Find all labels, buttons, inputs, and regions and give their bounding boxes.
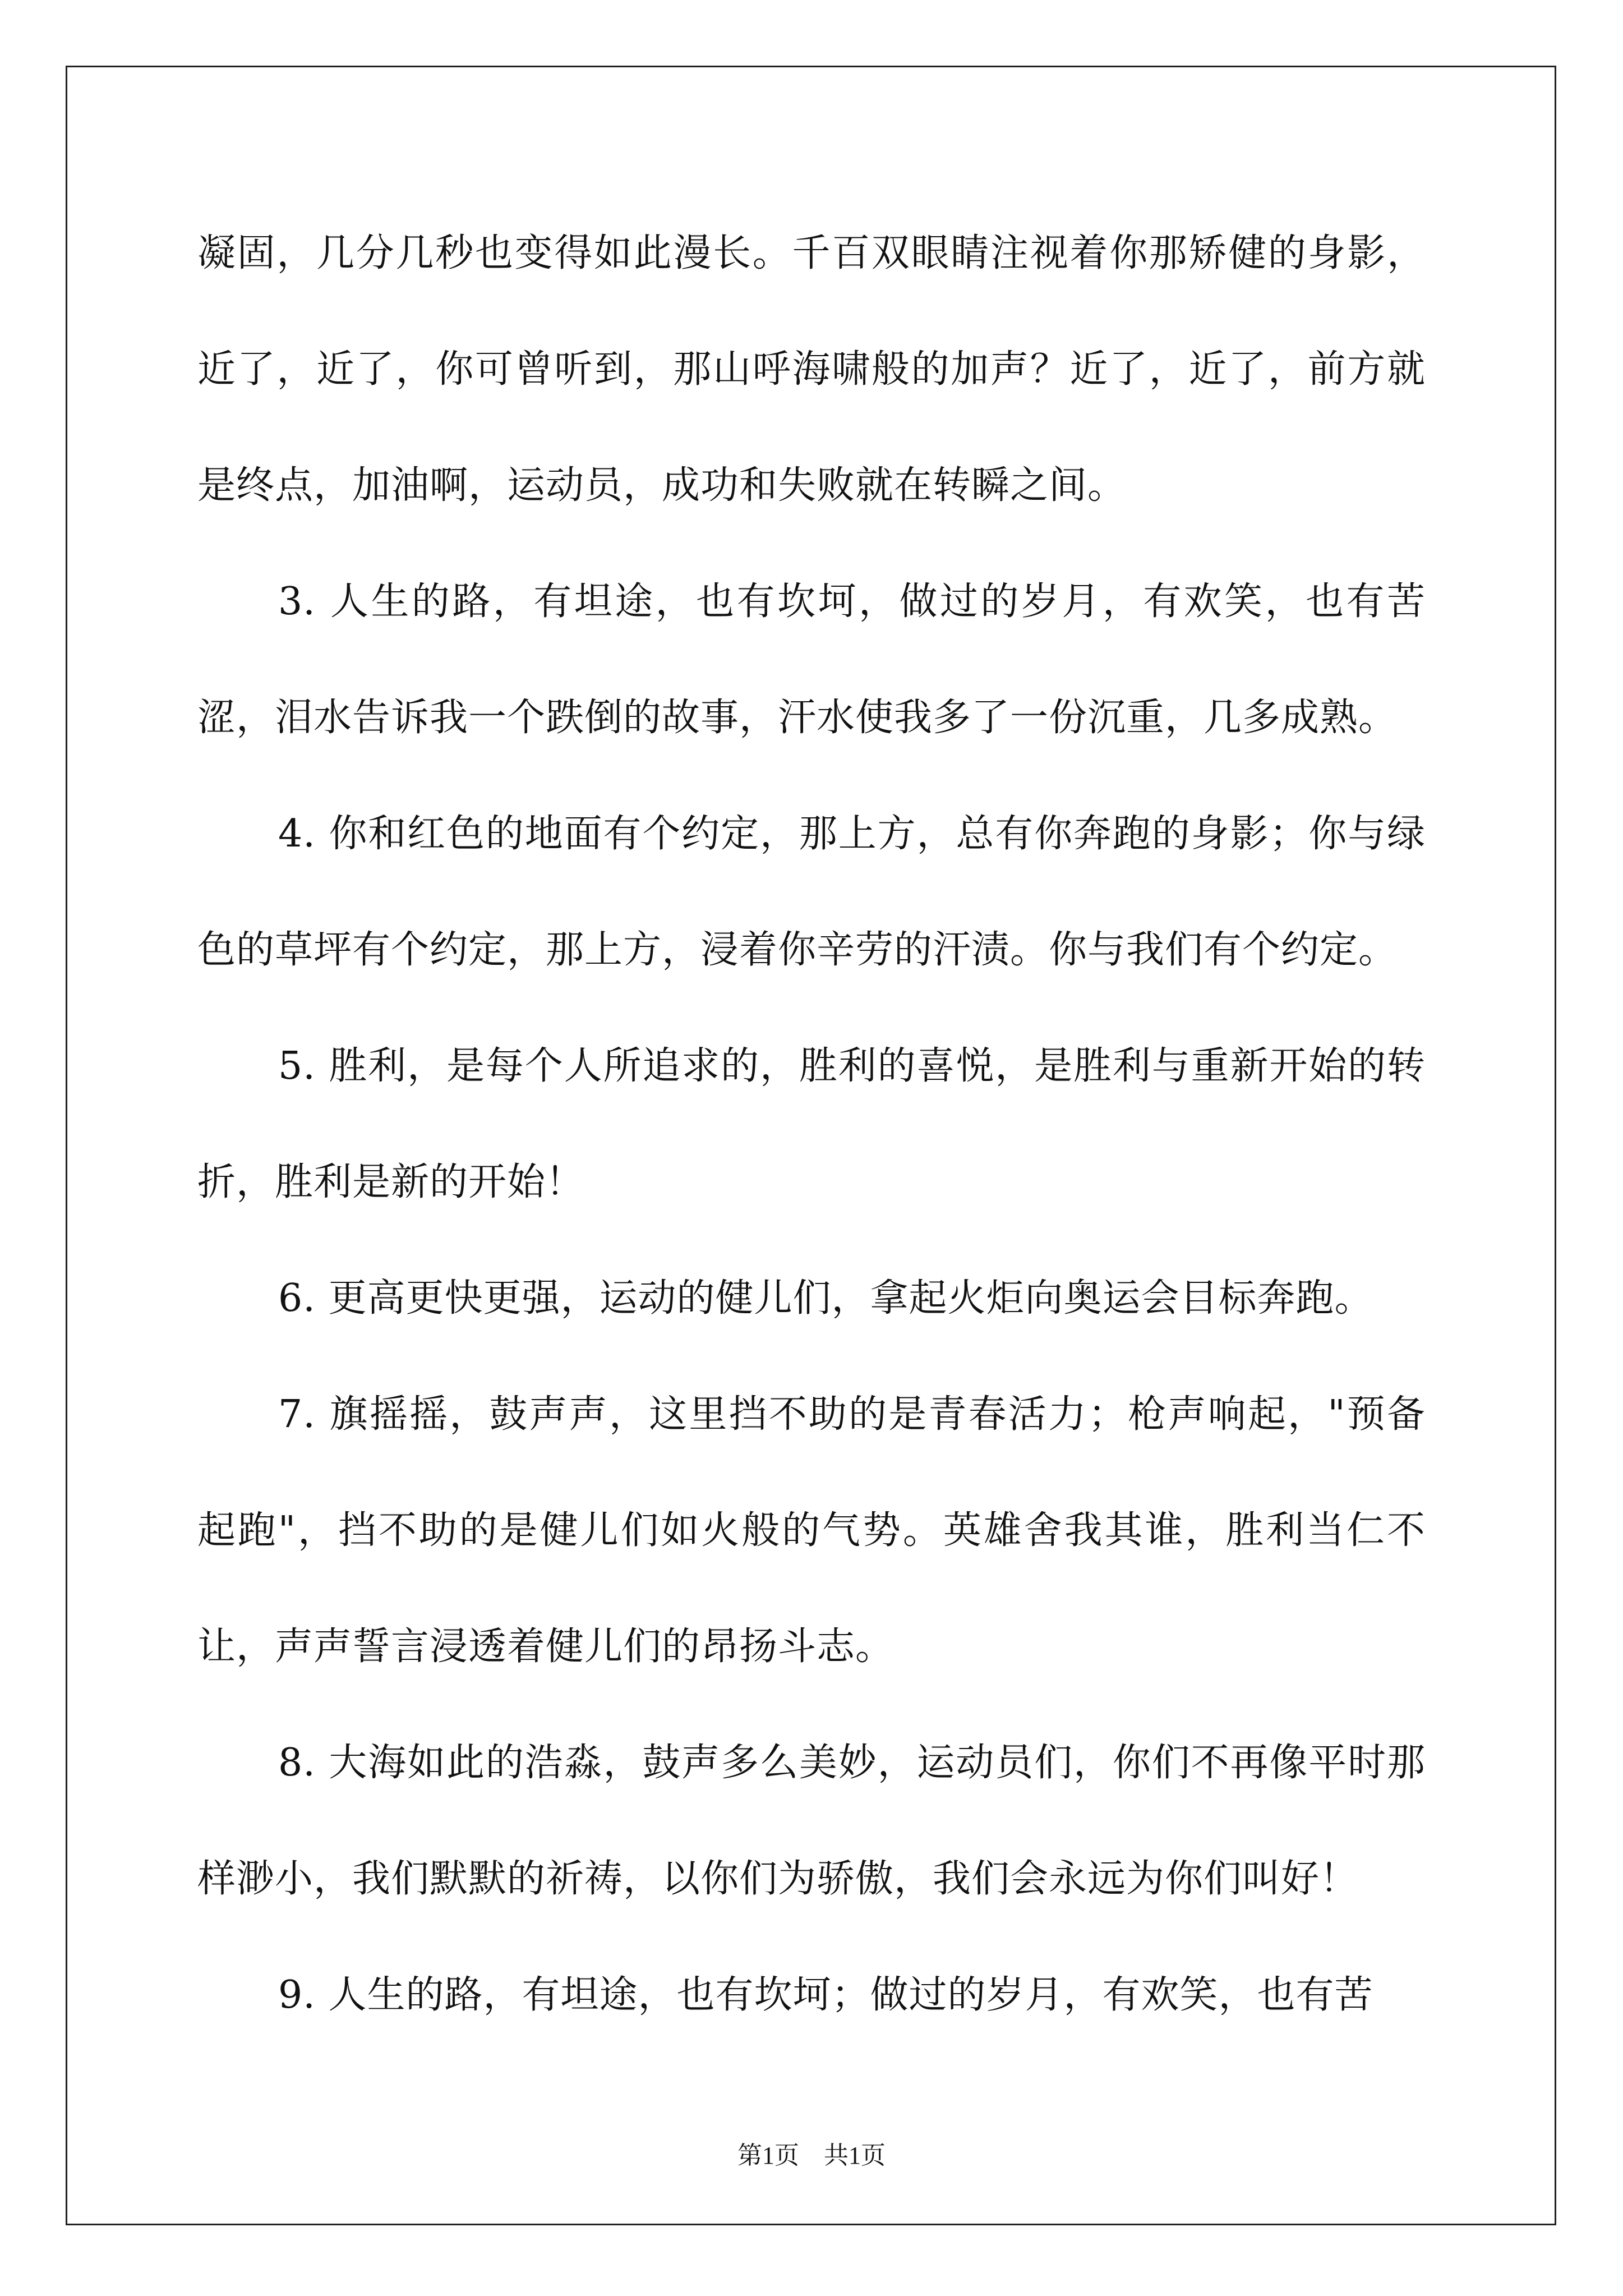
document-body — [197, 195, 1426, 2053]
paragraph-1: 凝固，几分几秒也变得如此漫长。千百双眼睛注视着你那矫健的身影，近了，近了，你可曾听到，那山呼海啸般的加声？近了，近了，前方就是终点，加油啊，运动员，成功和失败就在转瞬之间。 — [197, 231, 1426, 508]
paragraph-6: 6. 更高更快更强，运动的健儿们，拿起火炬向奥运会目标奔跑。 — [278, 1276, 1373, 1320]
page-footer: 第1页 共1页 — [737, 2142, 886, 2169]
paragraph-4: 4. 你和红色的地面有个约定，那上方，总有你奔跑的身影；你与绿色的草坪有个约定，那上方，浸着你辛劳的汗渍。你与我们有个约定。 — [197, 812, 1426, 972]
paragraph-3: 3. 人生的路，有坦途，也有坎坷，做过的岁月，有欢笑，也有苦涩，泪水告诉我一个跌倒的故事，汗水使我多了一份沉重，几多成熟。 — [197, 579, 1426, 740]
paragraph-5: 5. 胜利，是每个人所追求的，胜利的喜悦，是胜利与重新开始的转折，胜利是新的开始！ — [197, 1044, 1426, 1204]
paragraph-7: 7. 旗摇摇，鼓声声，这里挡不助的是青春活力；枪声响起，"预备起跑"，挡不助的是健儿们如火般的气势。英雄舍我其谁，胜利当仁不让，声声誓言浸透着健儿们的昂扬斗志。 — [197, 1392, 1426, 1669]
paragraph-9: 9. 人生的路，有坦途，也有坎坷；做过的岁月，有欢笑，也有苦 — [278, 1973, 1373, 2017]
paragraph-8: 8. 大海如此的浩淼，鼓声多么美妙，运动员们，你们不再像平时那样渺小，我们默默的祈祷，以你们为骄傲，我们会永远为你们叫好！ — [197, 1741, 1426, 1901]
